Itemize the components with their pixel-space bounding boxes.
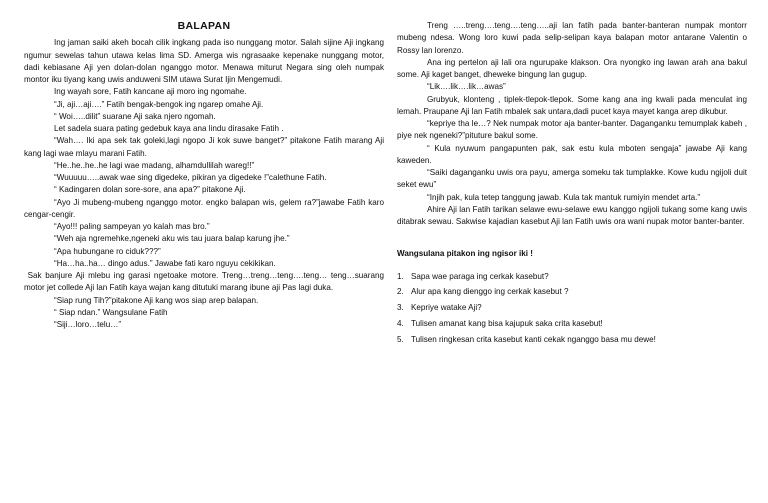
story-paragraph: “Ha…ha..ha… dingo adus.” Jawabe fati karo nguyu cekikikan. (54, 258, 276, 268)
story-paragraph: “Weh aja ngremehke,ngeneki aku wis tau juara balap karung jhe.” (54, 234, 290, 244)
section-gap (397, 228, 747, 248)
right-column (397, 20, 747, 350)
question-item (397, 271, 747, 283)
question-text: Alur apa kang dienggo ing cerkak kasebut ? (411, 287, 569, 297)
story-paragraph: Ahire Aji lan Fatih tarikan selawe ewu-selawe ewu kanggo ngijoli tukang some kang uwis ditabrak sewau. Sakwise kajadian kasebut Aji lan Fatih uwis ora wani nupak motor banter-banter. (397, 204, 747, 226)
story-paragraph: “He..he..he..he lagi wae madang, alhamdullilah wareg!!” (54, 160, 255, 170)
story-paragraph: “Saiki daganganku uwis ora payu, amerga someku tak tumplakke. Kowe kudu ngijoli duit seket ewu” (397, 168, 747, 190)
story-paragraph: Ing jaman saiki akeh bocah cilik ingkang pada iso nunggang motor. Salah sijine Aji ingkang ngumur sewelas tahun utawa kelas lima SD. Amerga wis ngrasaake kepenake nunggang motor, dadi kebiasane Aji yen dolan-dolan nganggo motor. Menawa miturut Negara sing oleh numpak montor iku tiyang kang uwis anduweni SIM utawa Surat Ijin Mengemudi. (24, 38, 384, 84)
story-paragraph: Sak banjure Aji mlebu ing garasi ngetoake motore. Treng…treng…teng….teng… teng…suarang motor jet collede Aji lan Fatih kaya wajan kang ditutuki marang ibune aji Pas lagi duka. (24, 271, 384, 293)
question-text: Sapa wae paraga ing cerkak kasebut? (411, 271, 549, 281)
story-paragraph: “Ayo!!! paling sampeyan yo kalah mas bro.” (54, 222, 210, 231)
story-paragraph: “Siap rung Tih?”pitakone Aji kang wos siap arep balapan. (54, 295, 259, 305)
question-text: Kepriye watake Aji? (411, 303, 482, 313)
question-item (397, 286, 747, 298)
question-text: Tulisen amanat kang bisa kajupuk saka crita kasebut! (411, 319, 603, 329)
story-paragraph: “Lik….lik….lik…awas” (427, 82, 506, 92)
question-number: 5. (397, 334, 404, 344)
story-paragraph: “Ji, aji…aji….” Fatih bengak-bengok ing ngarep omahe Aji. (54, 99, 264, 109)
story-paragraph: “Apa hubungane ro ciduk???” (54, 246, 161, 256)
story-paragraph: Treng …..treng….teng….teng…..aji lan fatih pada banter-banteran numpak montorr mubeng ndesa. Wong loro kuwi pada selip-selipan kaya balapan motor antarane Valentin o Rossy lan lorenzo. (397, 21, 747, 55)
story-paragraph: “Injih pak, kula tetep tanggung jawab. Kula tak mantuk rumiyin mendet arta.” (427, 192, 701, 202)
question-number: 4. (397, 319, 404, 329)
question-text: Tulisen ringkesan crita kasebut kanti cekak nganggo basa mu dewe! (411, 334, 656, 344)
questions-list (397, 271, 747, 347)
left-column (24, 20, 384, 331)
question-item (397, 318, 747, 330)
story-paragraph: Let sadela suara pating gedebuk kaya ana lindu dirasake Fatih . (54, 124, 284, 133)
story-paragraph: Ing wayah sore, Fatih kancane aji moro ing ngomahe. (54, 87, 247, 97)
question-number: 1. (397, 271, 404, 281)
story-paragraph: “Ayo Ji mubeng-mubeng nganggo motor. engko balapan wis, gelem ra?”jawabe Fatih karo cengar-cengir. (24, 197, 384, 219)
question-item (397, 302, 747, 314)
story-body-right (397, 20, 747, 228)
story-body-left (24, 37, 384, 331)
story-paragraph: “Wuuuuu…..awak wae sing digedeke, pikiran ya digedeke !”calethune Fatih. (54, 173, 327, 182)
story-paragraph: “kepriye tha le…? Nek numpak motor aja banter-banter. Daganganku temumplak kabeh , piye nek ngeneki?”pituture bakul some. (397, 119, 747, 141)
question-number: 2. (397, 287, 404, 297)
story-paragraph: “ Kadingaren dolan sore-sore, ana apa?” pitakone Aji. (54, 185, 246, 195)
story-paragraph: Ana ing pertelon aji lali ora ngurupake klakson. Ora nyongko ing lawan arah ana bakul some. Aji kaget banget, dheweke bingung lan gugup. (397, 57, 747, 79)
story-paragraph: “ Siap ndan.” Wangsulane Fatih (54, 307, 168, 317)
questions-heading: Wangsulana pitakon ing ngisor iki ! (397, 249, 533, 259)
story-paragraph: “Siji…loro…telu…” (54, 320, 122, 329)
question-item (397, 334, 747, 346)
story-title: BALAPAN (177, 20, 231, 32)
question-number: 3. (397, 303, 404, 313)
story-paragraph: “ Kula nyuwum pangapunten pak, sak estu kula mboten sengaja” jawabe Aji kang kaweden. (397, 143, 747, 165)
story-paragraph: Grubyuk, klonteng , tiplek-tlepok-tlepok. Some kang ana ing kwali pada menculat ing lemah. Praupane Aji lan Fatih mbalek sak untara,dadi pucet kaya mayet kanga arep dikubur. (397, 94, 747, 116)
story-paragraph: “ Woi…..dilit” suarane Aji saka njero ngomah. (54, 111, 216, 121)
story-paragraph: “Wah…. Iki apa sek tak goleki,lagi ngopo Ji kok suwe banget?” pitakone Fatih marang Aji kang lagi wae mlayu marani Fatih. (24, 136, 384, 158)
